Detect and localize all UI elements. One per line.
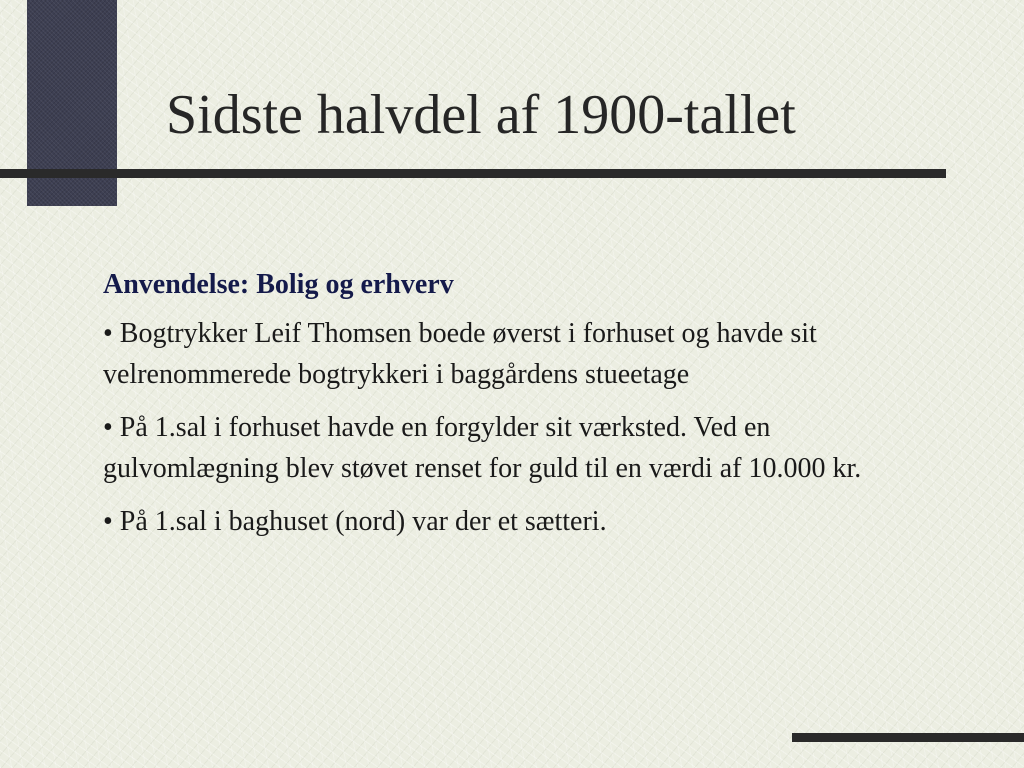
- bottom-divider: [792, 733, 1024, 742]
- slide-title: Sidste halvdel af 1900-tallet: [166, 84, 796, 146]
- slide-body: [103, 264, 903, 554]
- title-divider: [0, 169, 946, 178]
- bullet-item-1: • Bogtrykker Leif Thomsen boede øverst i forhuset og havde sit velrenommerede bogtrykkeri i baggårdens stueetage: [103, 318, 817, 390]
- subheading: Anvendelse: Bolig og erhverv: [103, 269, 454, 300]
- bullet-item-2: • På 1.sal i forhuset havde en forgylder sit værksted. Ved en gulvomlægning blev støvet renset for guld til en værdi af 10.000 kr.: [103, 412, 862, 484]
- bullet-item-3: • På 1.sal i baghuset (nord) var der et sætteri.: [103, 506, 607, 537]
